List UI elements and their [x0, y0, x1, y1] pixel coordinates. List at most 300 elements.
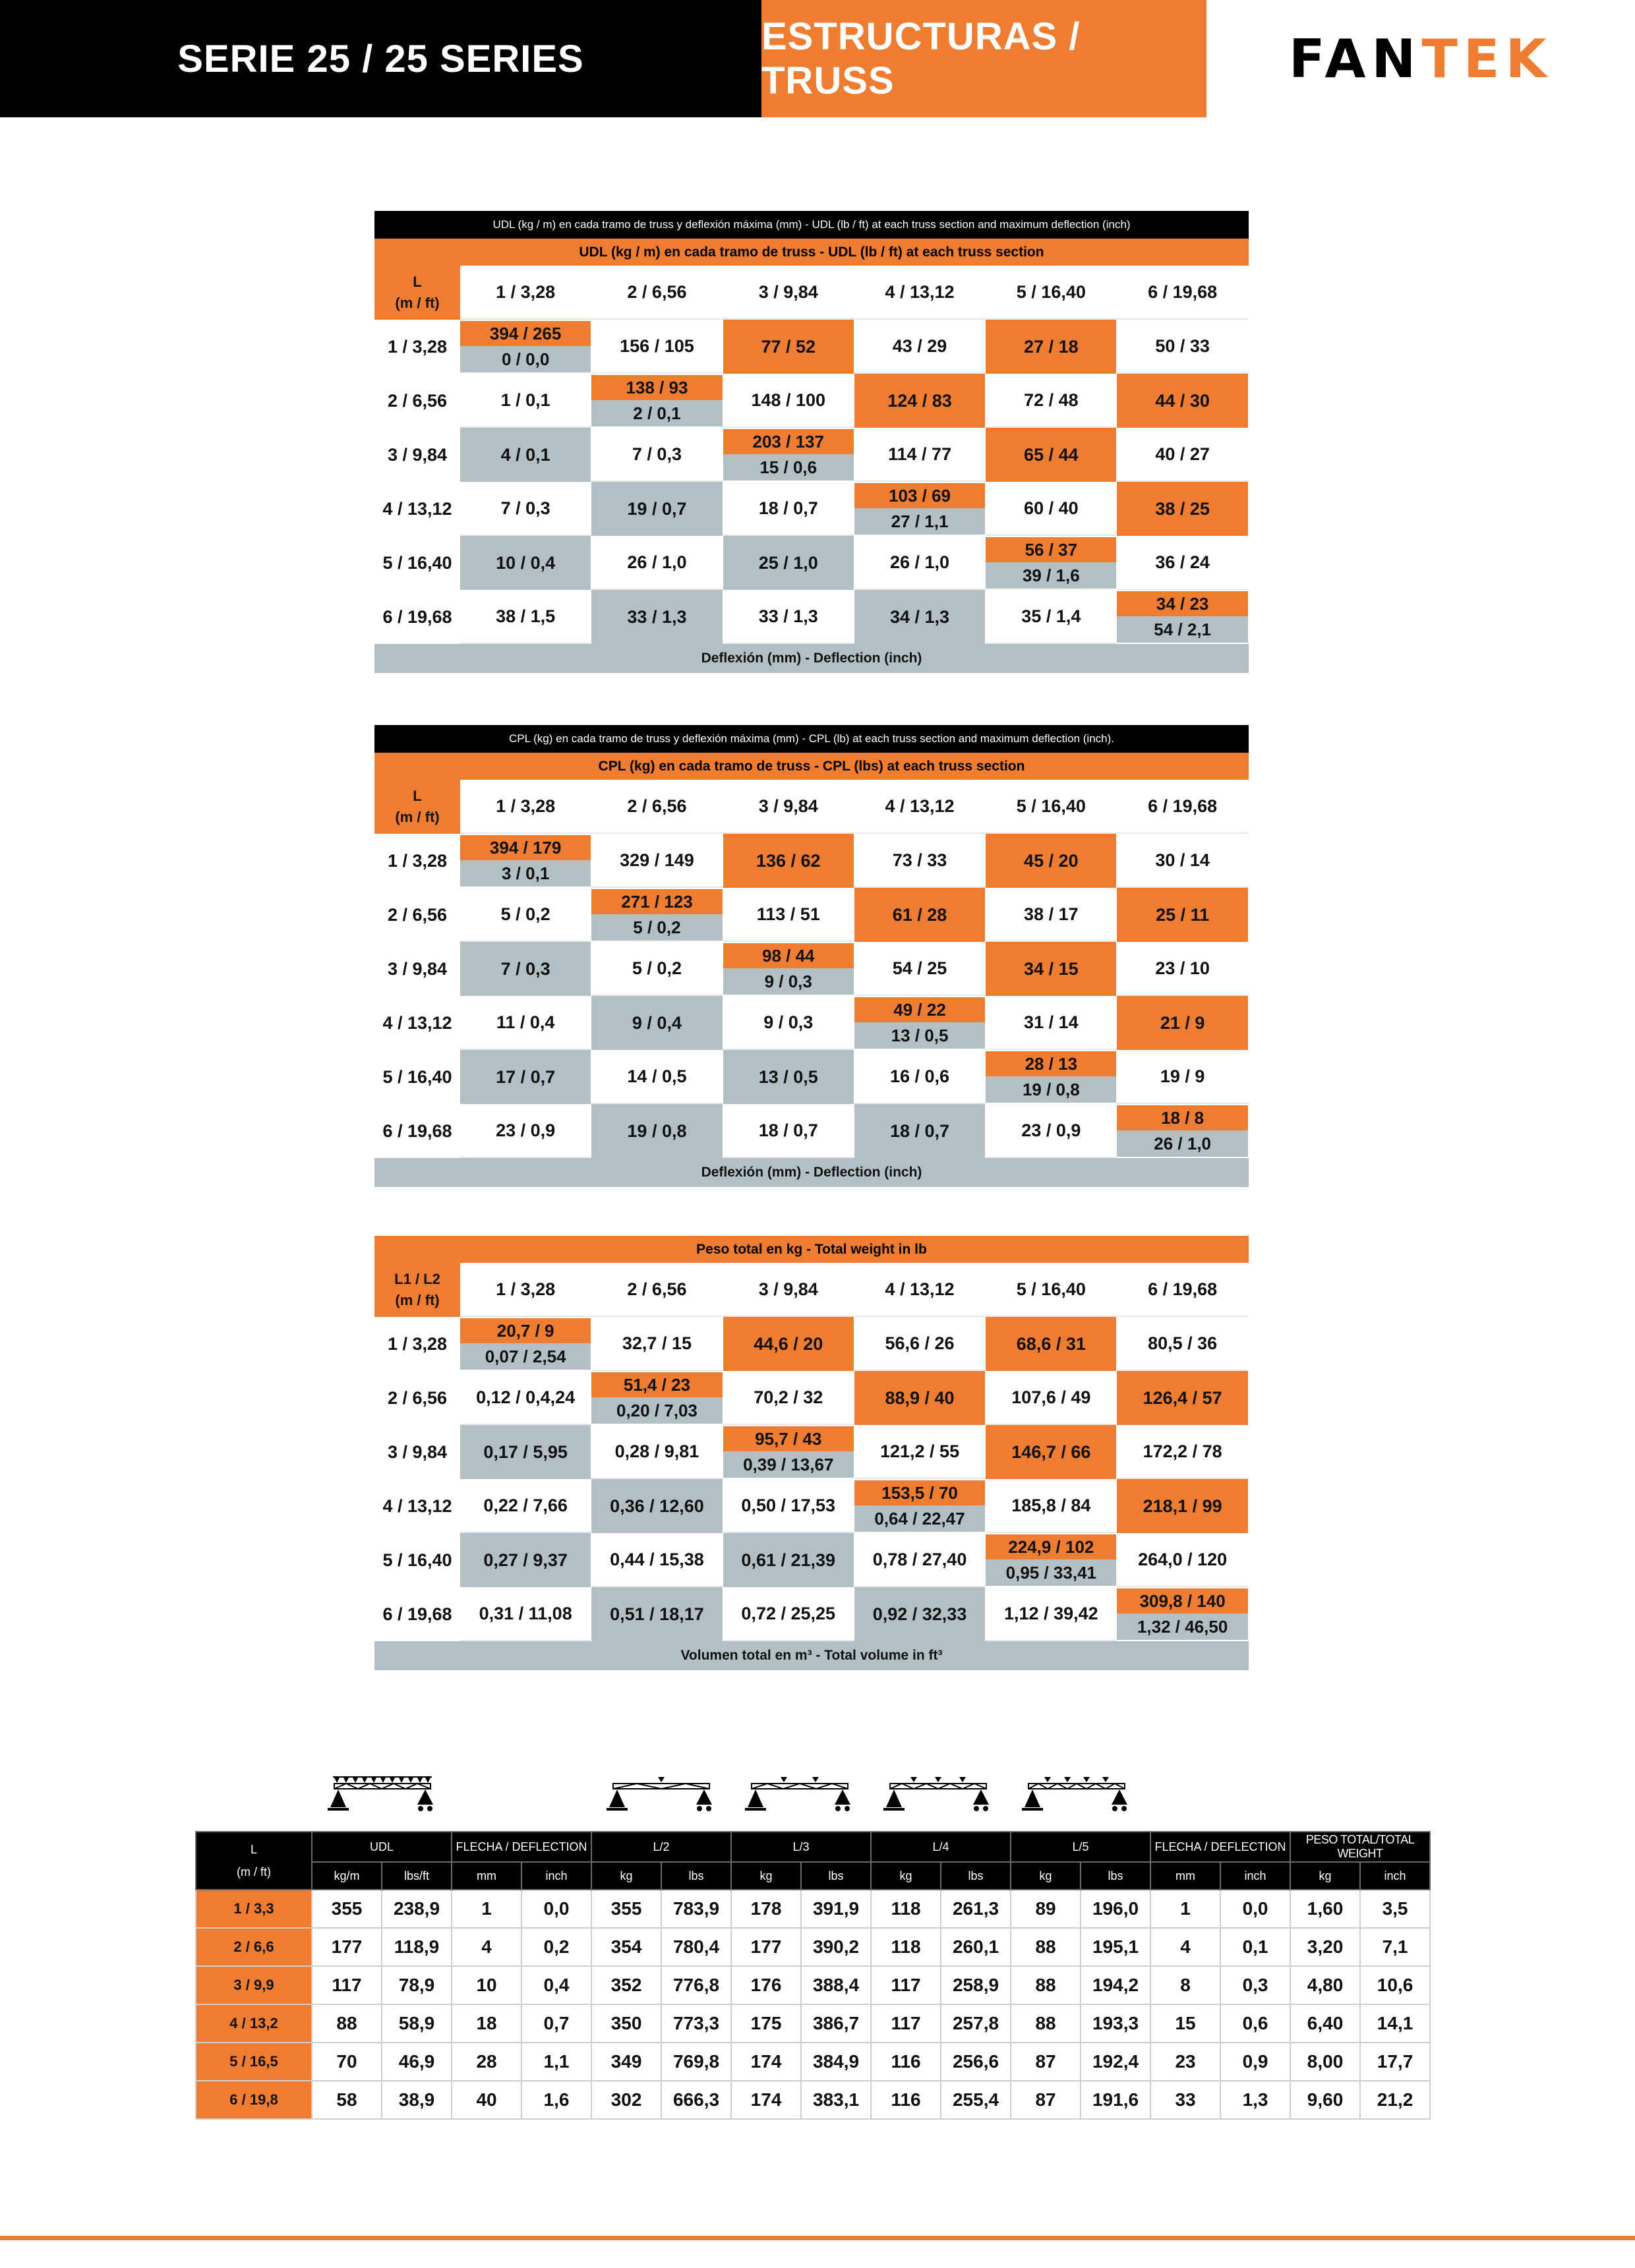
udl-row-label: 5 / 16,40 [374, 536, 460, 590]
udl-diagonal-cell [460, 320, 591, 374]
spec-cell: 4 [1150, 1928, 1220, 1966]
weight-cell: 0,28 / 9,81 [591, 1425, 723, 1479]
spec-cell: 0,0 [1220, 1890, 1290, 1928]
weight-load-value: 95,7 / 43 [723, 1426, 854, 1451]
udl-row-label: 1 / 3,28 [374, 320, 460, 374]
spec-unit-header: lbs [661, 1862, 731, 1890]
weight-cell: 121,2 / 55 [854, 1425, 986, 1479]
spec-cell: 15 [1150, 2004, 1220, 2043]
spec-unit-header-row [196, 1862, 1430, 1890]
cpl-row-label: 2 / 6,56 [374, 888, 460, 942]
spec-group-total-weight: PESO TOTAL/TOTAL WEIGHT [1290, 1832, 1430, 1862]
udl-cell: 72 / 48 [986, 374, 1117, 428]
weight-cell: 70,2 / 32 [723, 1371, 854, 1425]
spec-cell: 355 [312, 1890, 382, 1928]
spec-cell: 9,60 [1290, 2081, 1360, 2119]
spec-cell: 89 [1011, 1890, 1081, 1928]
weight-col-header: 1 / 3,28 [460, 1263, 591, 1317]
udl-col-header: 2 / 6,56 [591, 266, 723, 320]
udl-cell: 1 / 0,1 [460, 374, 591, 428]
spec-cell: 10 [452, 1966, 521, 2004]
cpl-col-header: 3 / 9,84 [723, 780, 854, 834]
spec-unit-header: kg/m [312, 1862, 382, 1890]
cpl-cell: 7 / 0,3 [460, 942, 591, 996]
weight-cell: 0,12 / 0,4,24 [460, 1371, 591, 1425]
cpl-deflection-value: 9 / 0,3 [723, 968, 854, 995]
weight-col-header: 2 / 6,56 [591, 1263, 723, 1317]
udl-cell: 77 / 52 [723, 320, 854, 374]
udl-diagonal-cell [854, 482, 986, 536]
spec-unit-header: lbs/ft [382, 1862, 452, 1890]
weight-col-header: 5 / 16,40 [986, 1263, 1117, 1317]
cpl-col-header: 4 / 13,12 [854, 780, 986, 834]
weight-corner-label [374, 1263, 460, 1317]
udl-cell: 44 / 30 [1117, 374, 1248, 428]
spec-cell: 116 [871, 2043, 941, 2081]
spec-row-label: 3 / 9,9 [196, 1966, 312, 2004]
weight-cell: 56,6 / 26 [854, 1317, 986, 1371]
weight-cell: 185,8 / 84 [986, 1479, 1117, 1533]
udl-diagonal-cell [1117, 590, 1248, 644]
cpl-load-value: 18 / 8 [1117, 1105, 1247, 1130]
udl-load-value: 34 / 23 [1117, 591, 1247, 616]
cpl-deflection-value: 5 / 0,2 [591, 914, 722, 941]
weight-cell: 88,9 / 40 [854, 1371, 986, 1425]
spec-cell: 1,6 [521, 2081, 591, 2119]
udl-cell: 38 / 25 [1117, 482, 1248, 536]
spec-cell: 88 [1011, 1966, 1081, 2004]
udl-deflection-value: 39 / 1,6 [986, 562, 1116, 589]
udl-col-header: 1 / 3,28 [460, 266, 591, 320]
spec-length-header-l: L [250, 1843, 257, 1856]
cpl-col-header: 6 / 19,68 [1117, 780, 1248, 834]
spec-cell: 7,1 [1360, 1928, 1430, 1966]
spec-unit-header: kg [731, 1862, 801, 1890]
udl-row-label: 2 / 6,56 [374, 374, 460, 428]
spec-cell: 1 [452, 1890, 521, 1928]
spec-group-l5: L/5 [1011, 1832, 1150, 1862]
udl-col-header: 6 / 19,68 [1117, 266, 1248, 320]
weight-diagonal-cell [591, 1371, 723, 1425]
weight-table-footer: Volumen total en m³ - Total volume in ft³ [374, 1641, 1249, 1670]
spec-cell: 23 [1150, 2043, 1220, 2081]
udl-cell: 25 / 1,0 [723, 536, 854, 590]
udl-cell: 27 / 18 [986, 320, 1117, 374]
weight-deflection-value: 0,20 / 7,03 [591, 1397, 722, 1424]
cpl-row [374, 1050, 1249, 1104]
spec-cell: 78,9 [382, 1966, 452, 2004]
spec-cell: 349 [591, 2043, 661, 2081]
udl-table-title: UDL (kg / m) en cada tramo de truss - UDL (lb / ft) at each truss section [374, 239, 1249, 266]
spec-row [196, 2043, 1430, 2081]
cpl-deflection-value: 26 / 1,0 [1117, 1130, 1247, 1157]
spec-unit-header: mm [1150, 1862, 1220, 1890]
weight-deflection-value: 0,95 / 33,41 [986, 1559, 1116, 1586]
weight-deflection-value: 0,64 / 22,47 [854, 1505, 985, 1532]
spec-cell: 175 [731, 2004, 801, 2043]
spec-cell: 40 [452, 2081, 521, 2119]
spec-cell: 118,9 [382, 1928, 452, 1966]
udl-row [374, 428, 1249, 482]
spec-unit-header: lbs [1081, 1862, 1150, 1890]
udl-diagonal-cell [591, 374, 723, 428]
spec-row [196, 1890, 1430, 1928]
cpl-cell: 5 / 0,2 [460, 888, 591, 942]
spec-group-deflection-point: FLECHA / DEFLECTION [1150, 1832, 1290, 1862]
spec-cell: 176 [731, 1966, 801, 2004]
cpl-cell: 19 / 9 [1117, 1050, 1248, 1104]
spec-unit-header: inch [1220, 1862, 1290, 1890]
udl-row [374, 320, 1249, 374]
udl-deflection-value: 27 / 1,1 [854, 508, 985, 535]
spec-unit-header: kg [871, 1862, 941, 1890]
udl-cell: 33 / 1,3 [591, 590, 723, 644]
weight-cell: 172,2 / 78 [1117, 1425, 1248, 1479]
cpl-cell: 113 / 51 [723, 888, 854, 942]
cpl-row-label: 1 / 3,28 [374, 834, 460, 888]
brand-logo-part-1: FAN [1289, 28, 1422, 90]
spec-cell: 4 [452, 1928, 521, 1966]
weight-cell: 0,22 / 7,66 [460, 1479, 591, 1533]
spec-cell: 355 [591, 1890, 661, 1928]
spec-cell: 10,6 [1360, 1966, 1430, 2004]
udl-cell: 43 / 29 [854, 320, 986, 374]
udl-table-footer: Deflexión (mm) - Deflection (inch) [374, 644, 1249, 673]
cpl-cell: 34 / 15 [986, 942, 1117, 996]
udl-load-value: 394 / 265 [460, 321, 591, 346]
cpl-cell: 25 / 11 [1117, 888, 1248, 942]
weight-row [374, 1371, 1249, 1425]
spec-row-label: 2 / 6,6 [196, 1928, 312, 1966]
udl-col-header: 4 / 13,12 [854, 266, 986, 320]
udl-cell: 7 / 0,3 [460, 482, 591, 536]
spec-cell: 87 [1011, 2043, 1081, 2081]
weight-row-label: 3 / 9,84 [374, 1425, 460, 1479]
weight-cell: 126,4 / 57 [1117, 1371, 1248, 1425]
weight-cell: 0,72 / 25,25 [723, 1587, 854, 1641]
cpl-cell: 17 / 0,7 [460, 1050, 591, 1104]
udl-load-value: 138 / 93 [591, 375, 722, 400]
udl-load-value: 56 / 37 [986, 537, 1116, 562]
cpl-cell: 18 / 0,7 [854, 1104, 986, 1158]
udl-beam-icon [326, 1773, 438, 1826]
weight-cell: 0,31 / 11,08 [460, 1587, 591, 1641]
udl-row [374, 482, 1249, 536]
cpl-diagonal-cell [1117, 1104, 1248, 1158]
spec-cell: 6,40 [1290, 2004, 1360, 2043]
cpl-cell: 73 / 33 [854, 834, 986, 888]
spec-cell: 388,4 [801, 1966, 871, 2004]
udl-cell: 60 / 40 [986, 482, 1117, 536]
spec-cell: 352 [591, 1966, 661, 2004]
cpl-row [374, 888, 1249, 942]
udl-table-body [374, 266, 1249, 644]
udl-row [374, 590, 1249, 644]
udl-load-value: 203 / 137 [723, 429, 854, 454]
cpl-row [374, 834, 1249, 888]
weight-cell: 44,6 / 20 [723, 1317, 854, 1371]
weight-row [374, 1533, 1249, 1587]
spec-cell: 769,8 [661, 2043, 731, 2081]
weight-row-label: 1 / 3,28 [374, 1317, 460, 1371]
spec-cell: 773,3 [661, 2004, 731, 2043]
spec-cell: 0,0 [521, 1890, 591, 1928]
spec-cell: 383,1 [801, 2081, 871, 2119]
cpl-row [374, 1104, 1249, 1158]
cpl-deflection-value: 13 / 0,5 [854, 1022, 985, 1049]
spec-row-label: 5 / 16,5 [196, 2043, 312, 2081]
cpl-load-value: 49 / 22 [854, 997, 985, 1022]
spec-cell: 8,00 [1290, 2043, 1360, 2081]
cpl-diagonal-cell [723, 942, 854, 996]
cpl-diagonal-cell [854, 996, 986, 1050]
spec-cell: 3,20 [1290, 1928, 1360, 1966]
cpl-cell: 45 / 20 [986, 834, 1117, 888]
weight-deflection-value: 0,07 / 2,54 [460, 1343, 591, 1370]
weight-row [374, 1587, 1249, 1641]
cpl-cell: 30 / 14 [1117, 834, 1248, 888]
udl-cell: 50 / 33 [1117, 320, 1248, 374]
cpl-row-label: 4 / 13,12 [374, 996, 460, 1050]
weight-cell: 68,6 / 31 [986, 1317, 1117, 1371]
spec-cell: 354 [591, 1928, 661, 1966]
cpl-load-value: 394 / 179 [460, 835, 591, 860]
spec-cell: 238,9 [382, 1890, 452, 1928]
cpl-table [374, 725, 1249, 1187]
weight-row-label: 2 / 6,56 [374, 1371, 460, 1425]
cpl-row-label: 5 / 16,40 [374, 1050, 460, 1104]
spec-length-header-unit: (m / ft) [237, 1865, 271, 1878]
spec-unit-header: kg [1290, 1862, 1360, 1890]
spec-cell: 177 [731, 1928, 801, 1966]
weight-row [374, 1479, 1249, 1533]
weight-table [374, 1236, 1249, 1670]
udl-table-caption: UDL (kg / m) en cada tramo de truss y deflexión máxima (mm) - UDL (lb / ft) at each truss section and maximum deflection (inch) [374, 211, 1249, 239]
spec-cell: 177 [312, 1928, 382, 1966]
series-title: SERIE 25 / 25 SERIES [177, 37, 584, 80]
spec-cell: 0,2 [521, 1928, 591, 1966]
weight-header-row [374, 1263, 1249, 1317]
cpl-cell: 9 / 0,3 [723, 996, 854, 1050]
spec-cell: 390,2 [801, 1928, 871, 1966]
spec-cell: 38,9 [382, 2081, 452, 2119]
cpl-cell: 18 / 0,7 [723, 1104, 854, 1158]
cpl-cell: 23 / 10 [1117, 942, 1248, 996]
weight-cell: 107,6 / 49 [986, 1371, 1117, 1425]
weight-col-header: 6 / 19,68 [1117, 1263, 1248, 1317]
weight-cell: 0,17 / 5,95 [460, 1425, 591, 1479]
cpl-cell: 13 / 0,5 [723, 1050, 854, 1104]
spec-cell: 14,1 [1360, 2004, 1430, 2043]
udl-cell: 114 / 77 [854, 428, 986, 482]
udl-row [374, 374, 1249, 428]
cpl-col-header: 1 / 3,28 [460, 780, 591, 834]
spec-unit-header: kg [591, 1862, 661, 1890]
cpl-diagonal-cell [986, 1050, 1117, 1104]
weight-cell: 0,36 / 12,60 [591, 1479, 723, 1533]
spec-cell: 196,0 [1081, 1890, 1150, 1928]
spec-unit-header: inch [521, 1862, 591, 1890]
udl-cell: 33 / 1,3 [723, 590, 854, 644]
weight-cell: 0,78 / 27,40 [854, 1533, 986, 1587]
weight-deflection-value: 0,39 / 13,67 [723, 1451, 854, 1478]
weight-diagonal-cell [460, 1317, 591, 1371]
spec-cell: 261,3 [941, 1890, 1011, 1928]
spec-cell: 70 [312, 2043, 382, 2081]
cpl-load-value: 98 / 44 [723, 943, 854, 968]
udl-header-row [374, 266, 1249, 320]
spec-cell: 1,3 [1220, 2081, 1290, 2119]
spec-cell: 193,3 [1081, 2004, 1150, 2043]
spec-cell: 46,9 [382, 2043, 452, 2081]
weight-cell: 218,1 / 99 [1117, 1479, 1248, 1533]
weight-cell: 0,27 / 9,37 [460, 1533, 591, 1587]
l4-point-load-icon [882, 1773, 994, 1826]
cpl-corner-unit: (m / ft) [395, 809, 440, 825]
udl-corner-l: L [413, 274, 422, 290]
spec-cell: 3,5 [1360, 1890, 1430, 1928]
spec-group-udl: UDL [312, 1832, 452, 1862]
spec-group-deflection-udl: FLECHA / DEFLECTION [452, 1832, 591, 1862]
spec-cell: 258,9 [941, 1966, 1011, 2004]
udl-row-label: 6 / 19,68 [374, 590, 460, 644]
spec-cell: 118 [871, 1928, 941, 1966]
cpl-cell: 329 / 149 [591, 834, 723, 888]
spec-row-label: 4 / 13,2 [196, 2004, 312, 2043]
spec-group-l2: L/2 [591, 1832, 731, 1862]
udl-diagonal-cell [723, 428, 854, 482]
spec-unit-header: lbs [941, 1862, 1011, 1890]
weight-table-title: Peso total en kg - Total weight in lb [374, 1236, 1249, 1263]
cpl-cell: 5 / 0,2 [591, 942, 723, 996]
udl-load-value: 103 / 69 [854, 483, 985, 508]
spec-cell: 1,1 [521, 2043, 591, 2081]
weight-cell: 1,12 / 39,42 [986, 1587, 1117, 1641]
udl-diagonal-cell [986, 536, 1117, 590]
spec-cell: 117 [871, 1966, 941, 2004]
cpl-cell: 31 / 14 [986, 996, 1117, 1050]
spec-cell: 350 [591, 2004, 661, 2043]
cpl-row [374, 996, 1249, 1050]
spec-cell: 384,9 [801, 2043, 871, 2081]
cpl-cell: 19 / 0,8 [591, 1104, 723, 1158]
spec-cell: 255,4 [941, 2081, 1011, 2119]
weight-row [374, 1317, 1249, 1371]
cpl-corner-label [374, 780, 460, 834]
spec-cell: 116 [871, 2081, 941, 2119]
spec-row-label: 1 / 3,3 [196, 1890, 312, 1928]
spec-cell: 118 [871, 1890, 941, 1928]
cpl-row-label: 6 / 19,68 [374, 1104, 460, 1158]
udl-row-label: 3 / 9,84 [374, 428, 460, 482]
spec-cell: 88 [312, 2004, 382, 2043]
cpl-col-header: 5 / 16,40 [986, 780, 1117, 834]
weight-load-value: 224,9 / 102 [986, 1534, 1116, 1559]
cpl-cell: 23 / 0,9 [460, 1104, 591, 1158]
weight-cell: 80,5 / 36 [1117, 1317, 1248, 1371]
spec-cell: 257,8 [941, 2004, 1011, 2043]
spec-cell: 256,6 [941, 2043, 1011, 2081]
spec-cell: 28 [452, 2043, 521, 2081]
spec-cell: 174 [731, 2081, 801, 2119]
l3-point-load-icon [744, 1773, 856, 1826]
spec-cell: 0,9 [1220, 2043, 1290, 2081]
spec-cell: 0,6 [1220, 2004, 1290, 2043]
udl-cell: 34 / 1,3 [854, 590, 986, 644]
udl-cell: 36 / 24 [1117, 536, 1248, 590]
udl-row [374, 536, 1249, 590]
cpl-deflection-value: 3 / 0,1 [460, 860, 591, 887]
spec-cell: 8 [1150, 1966, 1220, 2004]
load-spec-table-body [196, 1832, 1430, 2119]
l2-point-load-icon [605, 1773, 717, 1826]
spec-cell: 178 [731, 1890, 801, 1928]
weight-load-value: 51,4 / 23 [591, 1372, 722, 1397]
cpl-cell: 11 / 0,4 [460, 996, 591, 1050]
spec-cell: 386,7 [801, 2004, 871, 2043]
weight-load-value: 20,7 / 9 [460, 1318, 591, 1343]
brand-logo-part-2: TEK [1421, 28, 1553, 90]
spec-group-header-row [196, 1832, 1430, 1862]
weight-corner-unit: (m / ft) [395, 1292, 440, 1308]
cpl-cell: 21 / 9 [1117, 996, 1248, 1050]
weight-row [374, 1425, 1249, 1479]
cpl-diagonal-cell [460, 834, 591, 888]
spec-row [196, 1928, 1430, 1966]
spec-cell: 18 [452, 2004, 521, 2043]
weight-diagonal-cell [723, 1425, 854, 1479]
udl-row-label: 4 / 13,12 [374, 482, 460, 536]
cpl-cell: 16 / 0,6 [854, 1050, 986, 1104]
spec-length-header [196, 1832, 312, 1890]
cpl-cell: 61 / 28 [854, 888, 986, 942]
udl-deflection-value: 2 / 0,1 [591, 400, 722, 426]
spec-cell: 58 [312, 2081, 382, 2119]
udl-cell: 7 / 0,3 [591, 428, 723, 482]
spec-cell: 87 [1011, 2081, 1081, 2119]
cpl-diagonal-cell [591, 888, 723, 942]
udl-cell: 4 / 0,1 [460, 428, 591, 482]
weight-deflection-value: 1,32 / 46,50 [1117, 1614, 1247, 1640]
spec-group-l4: L/4 [871, 1832, 1011, 1862]
udl-col-header: 5 / 16,40 [986, 266, 1117, 320]
spec-unit-header: lbs [801, 1862, 871, 1890]
brand-logo [1289, 29, 1553, 88]
cpl-header-row [374, 780, 1249, 834]
udl-col-header: 3 / 9,84 [723, 266, 854, 320]
spec-unit-header: kg [1011, 1862, 1081, 1890]
cpl-row-label: 3 / 9,84 [374, 942, 460, 996]
weight-row-label: 6 / 19,68 [374, 1587, 460, 1641]
cpl-table-footer: Deflexión (mm) - Deflection (inch) [374, 1158, 1249, 1187]
udl-cell: 156 / 105 [591, 320, 723, 374]
spec-unit-header: mm [452, 1862, 521, 1890]
udl-cell: 124 / 83 [854, 374, 986, 428]
spec-cell: 58,9 [382, 2004, 452, 2043]
cpl-cell: 23 / 0,9 [986, 1104, 1117, 1158]
spec-cell: 0,1 [1220, 1928, 1290, 1966]
spec-row [196, 2004, 1430, 2043]
spec-cell: 33 [1150, 2081, 1220, 2119]
weight-corner-l: L1 / L2 [394, 1271, 440, 1287]
cpl-cell: 38 / 17 [986, 888, 1117, 942]
weight-row-label: 5 / 16,40 [374, 1533, 460, 1587]
weight-cell: 146,7 / 66 [986, 1425, 1117, 1479]
cpl-cell: 14 / 0,5 [591, 1050, 723, 1104]
cpl-col-header: 2 / 6,56 [591, 780, 723, 834]
spec-cell: 260,1 [941, 1928, 1011, 1966]
spec-cell: 780,4 [661, 1928, 731, 1966]
